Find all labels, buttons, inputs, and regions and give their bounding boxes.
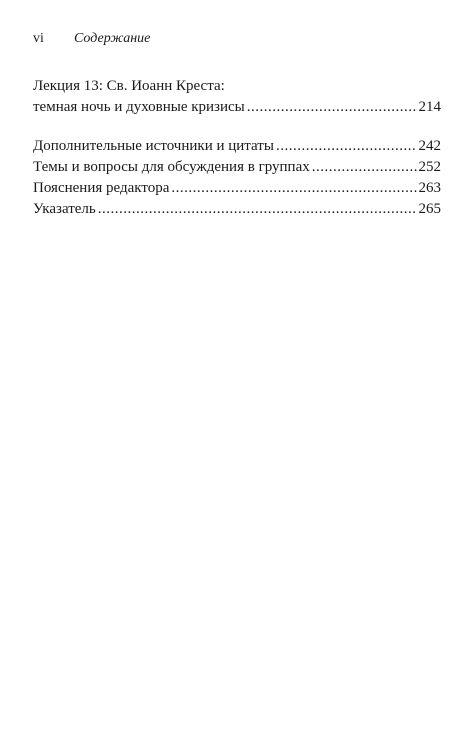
toc-entry-page: 263 (418, 180, 441, 196)
running-head (33, 30, 150, 48)
toc-entry-page: 265 (418, 201, 441, 217)
toc-entry-title-line-1: Лекция 13: Св. Иоанн Креста: (33, 78, 225, 94)
page-number: vi (33, 31, 44, 46)
toc-entry-title: Указатель (33, 201, 96, 217)
dot-leader (276, 136, 417, 157)
toc-entry-row (33, 97, 441, 118)
toc-entry-page: 252 (418, 159, 441, 175)
dot-leader (98, 199, 417, 220)
toc-entry (33, 199, 441, 220)
toc-entry (33, 136, 441, 157)
toc-entry-title: Темы и вопросы для обсуждения в группах (33, 159, 310, 175)
toc-entry-title-line-2: темная ночь и духовные кризисы (33, 99, 245, 115)
toc-entry-lecture-13 (33, 76, 441, 118)
toc-entry-title: Дополнительные источники и цитаты (33, 138, 274, 154)
table-of-contents (33, 76, 441, 220)
toc-entry-page: 214 (418, 99, 441, 115)
toc-entry (33, 157, 441, 178)
spacer (33, 118, 441, 136)
dot-leader (171, 178, 416, 199)
section-title: Содержание (74, 31, 151, 46)
toc-entry-title: Пояснения редактора (33, 180, 170, 196)
toc-entry (33, 178, 441, 199)
dot-leader (247, 97, 417, 118)
toc-entry-page: 242 (418, 138, 441, 154)
dot-leader (312, 157, 417, 178)
